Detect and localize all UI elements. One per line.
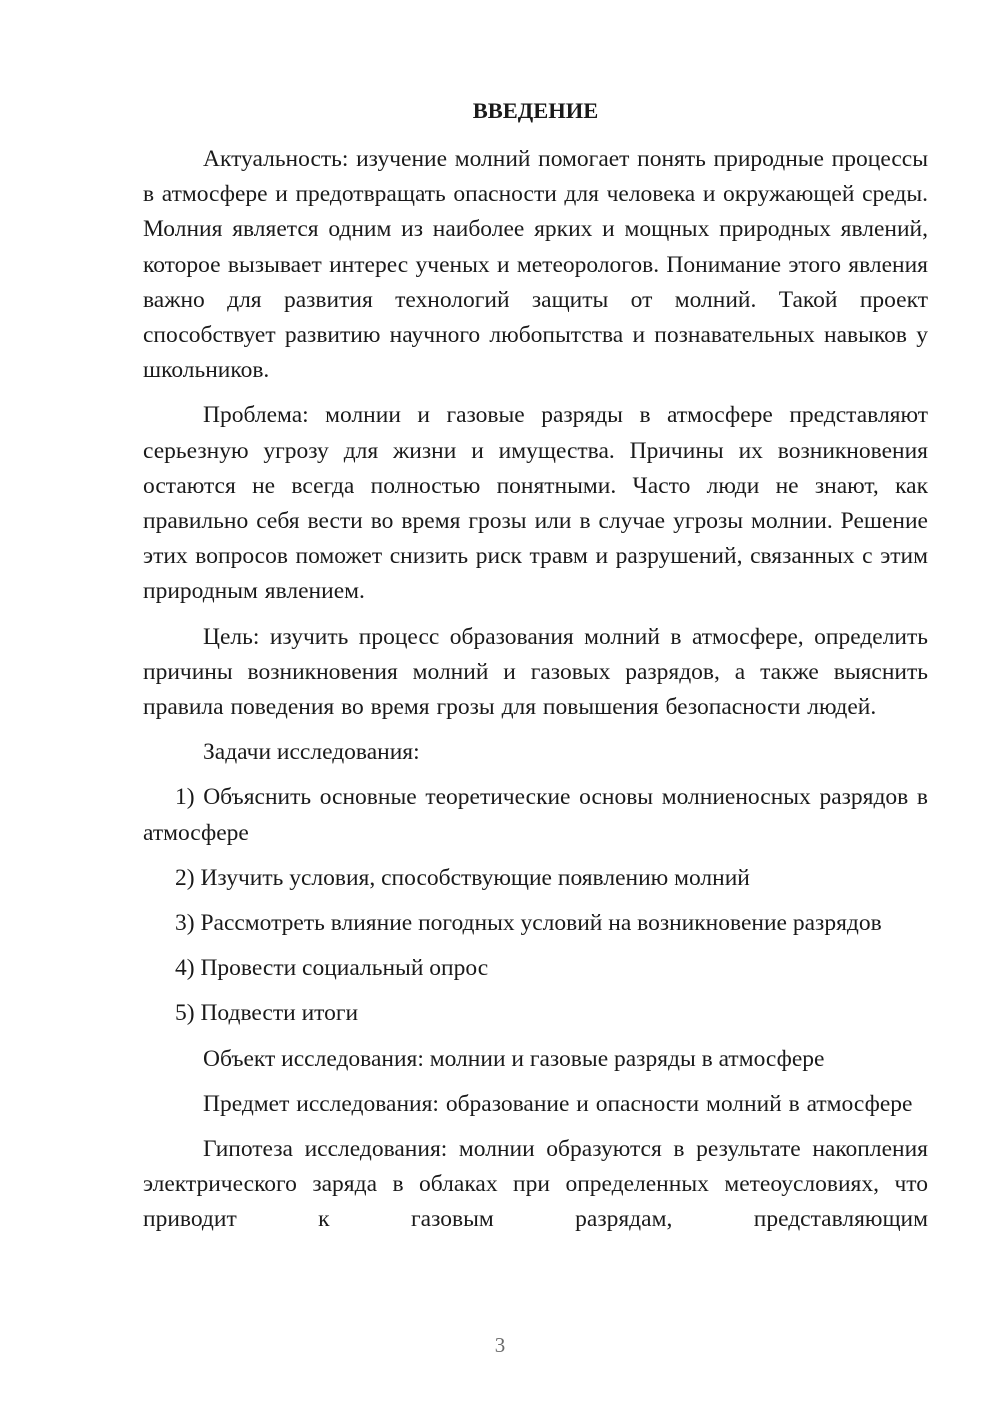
task-item-4: 4) Провести социальный опрос	[175, 955, 489, 982]
tasks-heading: Задачи исследования:	[203, 739, 420, 766]
task-item-1: 1) Объяснить основные теоретические основы молниеносных разрядов в атмосфере	[143, 784, 928, 846]
section-heading: ВВЕДЕНИЕ	[472, 98, 599, 123]
problem-paragraph: Проблема: молнии и газовые разряды в атмосфере представляют серьезную угрозу для жизни и имущества. Причины их возникновения остаются не всегда полностью понятными. Часто люди не знают, как правильно себя вести во время грозы или в случае угрозы молнии. Решение этих вопросов поможет снизить риск травм и разрушений, связанных с этим природным явлением.	[143, 402, 928, 605]
relevance-paragraph: Актуальность: изучение молний помогает понять природные процессы в атмосфере и предотвращать опасности для человека и окружающей среды. Молния является одним из наиболее ярких и мощных природных явлений, которое вызывает интерес ученых и метеорологов. Понимание этого явления важно для развития технологий защиты от молний. Такой проект способствует развитию научного любопытства и познавательных навыков у школьников.	[143, 146, 928, 384]
task-item-5: 5) Подвести итоги	[175, 1000, 359, 1027]
task-item-2: 2) Изучить условия, способствующие появлению молний	[175, 864, 750, 891]
subject-paragraph: Предмет исследования: образование и опасности молний в атмосфере	[203, 1090, 913, 1117]
task-item-3: 3) Рассмотреть влияние погодных условий на возникновение разрядов	[175, 910, 882, 937]
page-number: 3	[494, 1333, 506, 1357]
object-paragraph: Объект исследования: молнии и газовые разряды в атмосфере	[203, 1045, 825, 1072]
goal-paragraph: Цель: изучить процесс образования молний в атмосфере, определить причины возникновения молний и газовых разрядов, а также выяснить правила поведения во время грозы для повышения безопасности людей.	[143, 623, 928, 721]
document-page	[143, 95, 928, 1238]
hypothesis-paragraph: Гипотеза исследования: молнии образуются в результате накопления электрического заряда в облаках при определенных метеоусловиях, что приводит к газовым разрядам, представляющим	[143, 1136, 928, 1233]
